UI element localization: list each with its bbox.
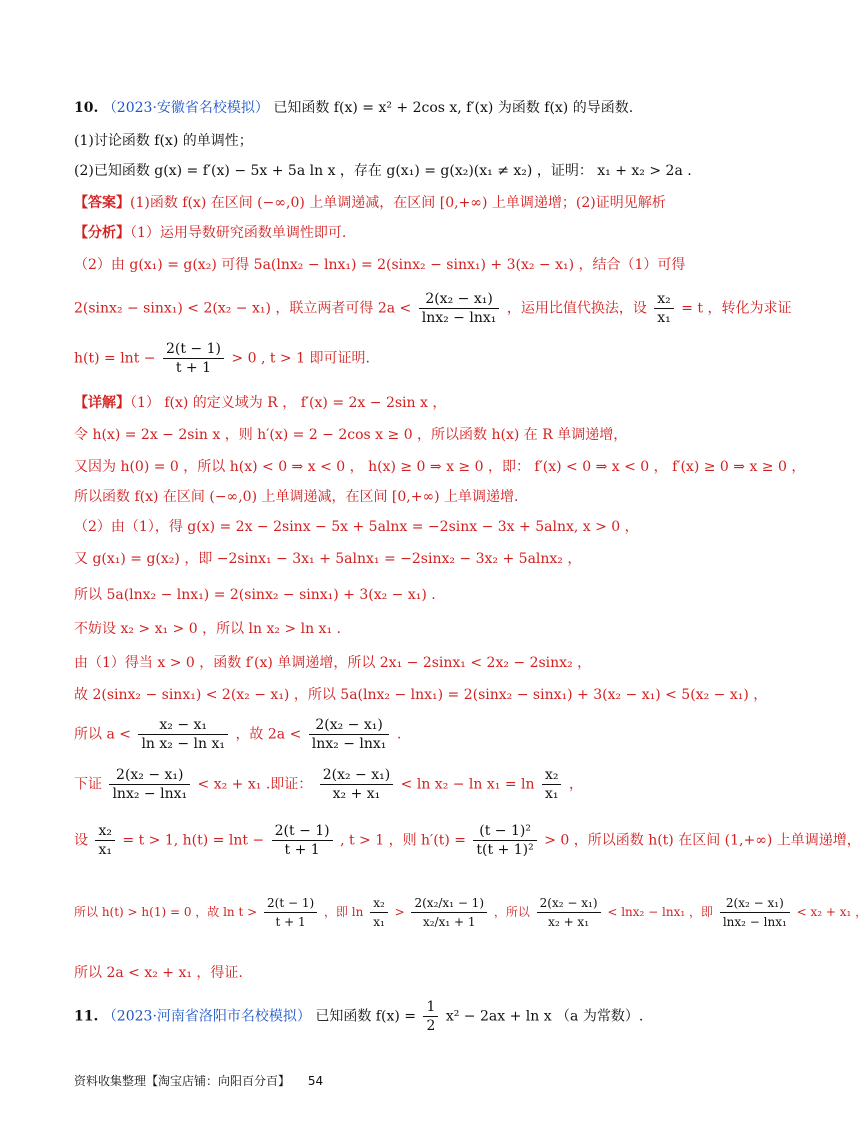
problem-10-part1: (1)讨论函数 f(x) 的单调性； — [74, 133, 253, 149]
answer-line — [74, 192, 760, 214]
detail-line-11: 所以 a < $\frac{\text{x₂ − x₁}}{\text{ln x₂ − ln x₁}}$ ，故 2a < $\frac{\text{2(x₂ − x₁)}}{\text{lnx₂ − lnx₁}}$ . — [74, 717, 402, 752]
fraction: $\frac{\text{2(x₂ − x₁)}}{\text{lnx₂ − lnx₁}}$ — [109, 766, 190, 803]
detail-line-12: 下证 $\frac{\text{2(x₂ − x₁)}}{\text{lnx₂ − lnx₁}}$ < x₂ + x₁ .即证： $\frac{\text{2(x₂ − x₁)}}{\text{x₂ + x₁}}$ < ln x₂ − ln x₁ = ln $\frac{\text{x₂}}{\text{x₁}}$ ， — [74, 767, 583, 802]
detail-line-3: 又因为 h(0) = 0 ，所以 h(x) < 0 ⇒ x < 0 ， h(x) ≥ 0 ⇒ x ≥ 0 ，即： f′(x) < 0 ⇒ x < 0 ， f′(x) ≥ 0 ⇒ x ≥ 0 ， — [74, 459, 806, 475]
fraction: $\frac{\text{2(x₂ − x₁)}}{\text{x₂ + x₁}}$ — [320, 766, 393, 803]
analysis-line-1: 【分析】（1）运用导数研究函数单调性即可. — [74, 225, 347, 241]
fraction: $\frac{1}{2}$ — [423, 998, 438, 1035]
analysis-line-4: h(t) = lnt − $\frac{2(t - 1)}{t + 1}$ > 0 , t > 1 即可证明. — [74, 341, 370, 376]
fraction: $\frac{\text{2(x₂/x₁ − 1)}}{\text{x₂/x₁ + 1}}$ — [411, 894, 487, 931]
detail-line-7: 所以 5a(lnx₂ − lnx₁) = 2(sinx₂ − sinx₁) + 3(x₂ − x₁) . — [74, 587, 436, 603]
fraction: $\frac{\text{x₂}}{\text{x₁}}$ — [95, 822, 115, 859]
answer-text: (1)函数 f(x) 在区间 (−∞,0) 上单调递减，在区间 [0,+∞) 上单调递增；(2)证明见解析 — [130, 195, 666, 211]
detail-line-13: 设 $\frac{\text{x₂}}{\text{x₁}}$ = t > 1, h(t) = lnt − $\frac{2(t - 1)}{t + 1}$ , t > 1 ，则 h′(t) = $\frac{\text{(t − 1)²}}{\text{t(t + 1)²}}$ > 0 ，所以函数 h(t) 在区间 (1,+∞) 上单调递增， — [74, 823, 861, 858]
analysis-line-3: 2(sinx₂ − sinx₁) < 2(x₂ − x₁) ，联立两者可得 2a < $\frac{\text{2(x₂ − x₁)}}{\text{lnx₂ − lnx₁}}$ ，运用比值代换法，设 $\frac{\text{x₂}}{\text{x₁}}$ = t ，转化为求证 — [74, 291, 792, 326]
analysis-line-2: （2）由 g(x₁) = g(x₂) 可得 5a(lnx₂ − lnx₁) = 2(sinx₂ − sinx₁) + 3(x₂ − x₁) ，结合（1）可得 — [74, 257, 686, 273]
detail-tag: 【详解】 — [74, 395, 130, 411]
fraction: $\frac{2(t - 1)}{t + 1}$ — [272, 822, 333, 859]
fraction: $\frac{\text{2(x₂ − x₁)}}{\text{x₂ + x₁}}$ — [537, 894, 601, 931]
fraction: $\frac{\text{x₂ − x₁}}{\text{ln x₂ − ln x₁}}$ — [138, 716, 228, 753]
fraction: $\frac{\text{x₂}}{\text{x₁}}$ — [370, 894, 388, 931]
fraction: $\frac{2(t - 1)}{t + 1}$ — [264, 894, 317, 931]
problem-number: 10. — [74, 100, 99, 116]
page-number: 54 — [307, 1074, 324, 1088]
detail-line-6: 又 g(x₁) = g(x₂) ，即 −2sinx₁ − 3x₁ + 5alnx₁ = −2sinx₂ − 3x₂ + 5alnx₂ ， — [74, 551, 582, 567]
detail-line-4: 所以函数 f(x) 在区间 (−∞,0) 上单调递减，在区间 [0,+∞) 上单调递增. — [74, 489, 519, 505]
detail-line-1: 【详解】（1） f(x) 的定义域为 R ， f′(x) = 2x − 2sin x ， — [74, 395, 447, 411]
problem-10-header — [74, 97, 760, 119]
fraction: $\frac{\text{2(x₂ − x₁)}}{\text{lnx₂ − lnx₁}}$ — [309, 716, 390, 753]
problem-source: （2023·安徽省名校模拟） — [102, 100, 269, 116]
fraction: $\frac{\text{2(x₂ − x₁)}}{\text{lnx₂ − lnx₁}}$ — [720, 894, 790, 931]
fraction: $\frac{\text{(t − 1)²}}{\text{t(t + 1)²}}$ — [473, 822, 536, 859]
problem-number: 11. — [74, 1008, 99, 1025]
problem-stem: 已知函数 f(x) = x² + 2cos x, f′(x) 为函数 f(x) 的导函数. — [273, 100, 634, 116]
detail-line-5: （2）由（1），得 g(x) = 2x − 2sinx − 5x + 5alnx = −2sinx − 3x + 5alnx, x > 0 ， — [74, 519, 639, 535]
detail-line-14: 所以 h(t) > h(1) = 0 ，故 ln t > $\frac{2(t - 1)}{t + 1}$ ，即 ln $\frac{\text{x₂}}{\text{x₁}}$ > $\frac{\text{2(x₂/x₁ − 1)}}{\text{x₂/x₁ + 1}}$ ，所以 $\frac{\text{2(x₂ − x₁)}}{\text{x₂ + x₁}}$ < lnx₂ − lnx₁ ，即 $\frac{\text{2(x₂ − x₁)}}{\text{lnx₂ − lnx₁}}$ < x₂ + x₁ ， — [74, 896, 867, 929]
detail-line-15: 所以 2a < x₂ + x₁ ，得证. — [74, 965, 243, 981]
fraction: $\frac{\text{2(x₂ − x₁)}}{\text{lnx₂ − lnx₁}}$ — [419, 290, 500, 327]
detail-line-2: 令 h(x) = 2x − 2sin x ，则 h′(x) = 2 − 2cos x ≥ 0 ，所以函数 h(x) 在 R 单调递增， — [74, 427, 628, 443]
problem-11-header: 11. （2023·河南省洛阳市名校模拟） 已知函数 f(x) = $\frac{1}{2}$ x² − 2ax + ln x （a 为常数）. — [74, 999, 644, 1034]
detail-line-9: 由（1）得当 x > 0 ，函数 f′(x) 单调递增，所以 2x₁ − 2sinx₁ < 2x₂ − 2sinx₂ ， — [74, 655, 592, 671]
detail-line-10: 故 2(sinx₂ − sinx₁) < 2(x₂ − x₁) ，所以 5a(lnx₂ − lnx₁) = 2(sinx₂ − sinx₁) + 3(x₂ − x₁) < 5(x₂ − x₁) ， — [74, 687, 768, 703]
footer-text: 资料收集整理【淘宝店铺：向阳百分百】 — [74, 1074, 291, 1088]
fraction: $\frac{\text{x₂}}{\text{x₁}}$ — [654, 290, 674, 327]
page-footer — [74, 1072, 323, 1089]
detail-line-8: 不妨设 x₂ > x₁ > 0 ，所以 ln x₂ > ln x₁ . — [74, 621, 341, 637]
fraction: $\frac{\text{x₂}}{\text{x₁}}$ — [542, 766, 562, 803]
answer-tag: 【答案】 — [74, 195, 130, 211]
analysis-tag: 【分析】 — [74, 225, 130, 241]
problem-10-part2: (2)已知函数 g(x) = f′(x) − 5x + 5a ln x ，存在 g(x₁) = g(x₂)(x₁ ≠ x₂) ，证明： x₁ + x₂ > 2a . — [74, 163, 692, 179]
problem-source: （2023·河南省洛阳市名校模拟） — [102, 1008, 311, 1025]
fraction: $\frac{2(t - 1)}{t + 1}$ — [163, 340, 224, 377]
